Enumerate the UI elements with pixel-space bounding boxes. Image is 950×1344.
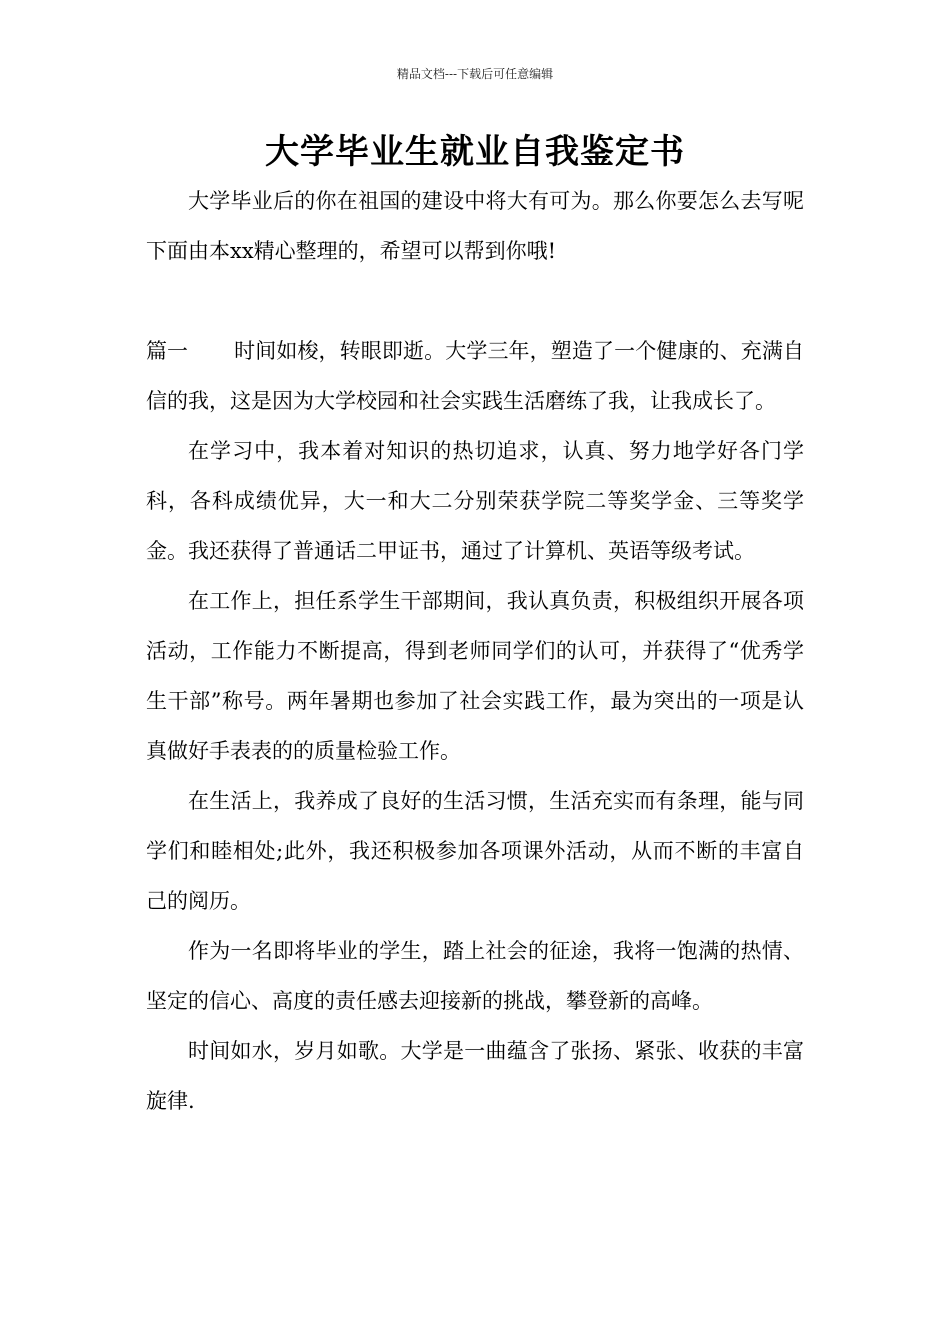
intro-paragraph: 大学毕业后的你在祖国的建设中将大有可为。那么你要怎么去写呢下面由本xx精心整理的，希望可以帮到你哦!	[146, 189, 804, 263]
document-title: 大学毕业生就业自我鉴定书	[265, 132, 685, 172]
section-first-paragraph	[146, 326, 804, 426]
document-body	[146, 176, 804, 1126]
body-paragraph: 在生活上，我养成了良好的生活习惯，生活充实而有条理，能与同学们和睦相处;此外，我还积极参加各项课外活动，从而不断的丰富自己的阅历。	[146, 789, 804, 913]
body-paragraph: 在工作上，担任系学生干部期间，我认真负责，积极组织开展各项活动，工作能力不断提高，得到老师同学们的认可，并获得了“优秀学生干部”称号。两年暑期也参加了社会实践工作，最为突出的一项是认真做好手表表的的质量检验工作。	[146, 589, 804, 763]
body-paragraph: 作为一名即将毕业的学生，踏上社会的征途，我将一饱满的热情、坚定的信心、高度的责任感去迎接新的挑战，攀登新的高峰。	[146, 939, 804, 1013]
header-note: 精品文档---下载后可任意编辑	[396, 67, 554, 81]
section-label: 篇一	[146, 339, 188, 363]
body-paragraph: 时间如水，岁月如歌。大学是一曲蕴含了张扬、紧张、收获的丰富旋律.	[146, 1039, 804, 1113]
body-paragraph: 在学习中，我本着对知识的热切追求，认真、努力地学好各门学科，各科成绩优异，大一和大二分别荣获学院二等奖学金、三等奖学金。我还获得了普通话二甲证书，通过了计算机、英语等级考试。	[146, 439, 804, 563]
section-first-text: 时间如梭，转眼即逝。大学三年，塑造了一个健康的、充满自信的我，这是因为大学校园和社会实践生活磨练了我，让我成长了。	[146, 339, 804, 413]
